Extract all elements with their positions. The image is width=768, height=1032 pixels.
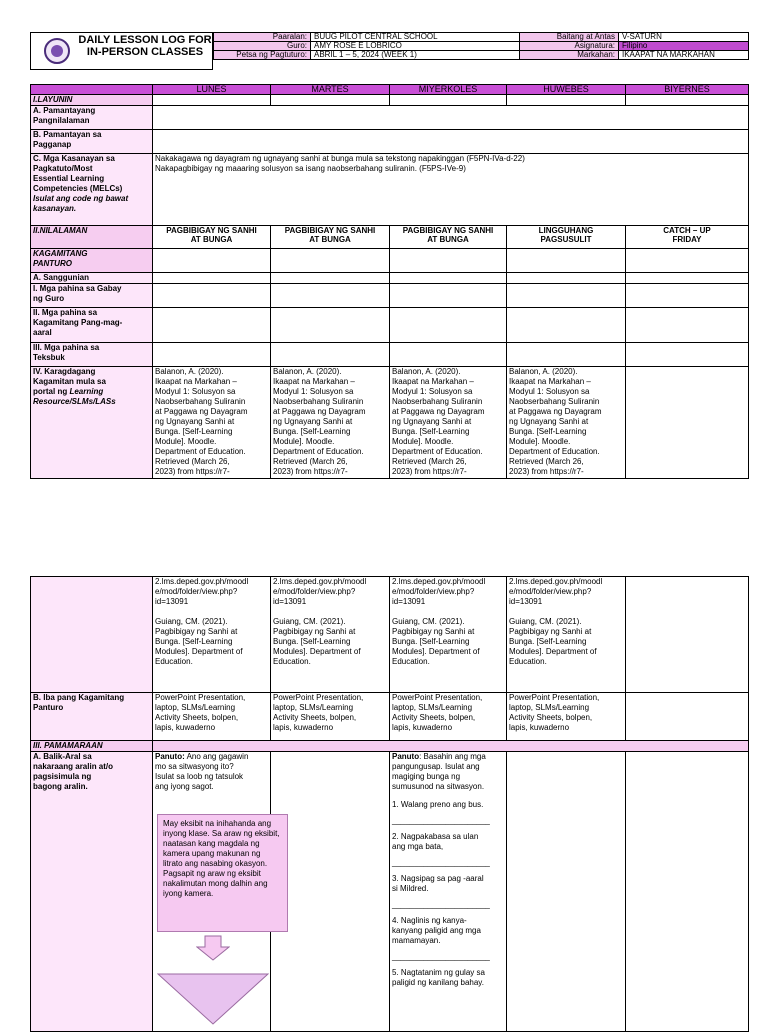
kagamitang-panturo-label: KAGAMITANG PANTURO [31, 249, 153, 273]
title-block [30, 32, 213, 70]
markahan-value: IKAAPAT NA MARKAHAN [619, 51, 749, 60]
situation-note: May eksibit na inihahanda ang inyong klase. Sa araw ng eksibit, naatasan kang magdala ng kamera upang makunan ng litrato ang nasabing okasyon. Pagsapit ng araw ng eksibit nakalimutan mong dalhin ang iyong kamera. [157, 814, 288, 932]
karagdagang-label-italic: Learning Resource/SLMs/LASs [33, 387, 116, 406]
sanggunian-label: A. Sanggunian [31, 273, 153, 284]
balik-aral-miyerkoles [390, 752, 507, 1032]
item-2: 2. Nagpakabasa sa ulan ang mga bata, [392, 832, 479, 851]
panuto-miy-text: : Basahin ang mga pangungusap. Isulat ang magiging bunga ng sumusunod na sitwasyon. [392, 752, 486, 791]
lesson-table-2 [30, 576, 749, 1032]
reference-miyerkoles: Balanon, A. (2020). Ikaapat na Markahan – Modyul 1: Solusyon sa Naobserbahang Suliranin at Paggawa ng Dayagram ng Ugnayang Sanhi at Bunga. [Self-Learning Module]. Moodle. Department of Education. Retrieved (March 26, 2023) from https://r7- [390, 367, 507, 479]
reference-lunes: Balanon, A. (2020). Ikaapat na Markahan – Modyul 1: Solusyon sa Naobserbahang Suliranin at Paggawa ng Dayagram ng Ugnayang Sanhi at Bunga. [Self-Learning Module]. Moodle. Department of Education. Retrieved (March 26, 2023) from https://r7- [153, 367, 271, 479]
blank-line-2: ______________________ [392, 858, 490, 867]
reference-cont-miyerkoles: 2.lms.deped.gov.ph/moodl e/mod/folder/view.php? id=13091 Guiang, CM. (2021). Pagbibigay ng Sanhi at Bunga. [Self-Learning Modules]. Department of Education. [390, 577, 507, 693]
kasanayan-cell [31, 154, 153, 226]
panuto-lunes-text: Ano ang gagawin mo sa sitwasyong ito? Isulat sa loob ng tatsulok ang iyong sagot. [155, 752, 249, 791]
paaralan-value: BUUG PILOT CENTRAL SCHOOL [311, 33, 520, 42]
panuto-miy-label: Panuto [392, 752, 420, 761]
asignatura-label: Asignatura: [520, 42, 619, 51]
nilalaman-label: II.NILALAMAN [31, 226, 153, 249]
reference-cont-martes: 2.lms.deped.gov.ph/moodl e/mod/folder/view.php? id=13091 Guiang, CM. (2021). Pagbibigay ng Sanhi at Bunga. [Self-Learning Modules]. Department of Education. [271, 577, 390, 693]
guro-label: Guro: [214, 42, 311, 51]
kasanayan-text: Nakakagawa ng dayagram ng ugnayang sanhi at bunga mula sa tekstong napakinggan (F5PN-IVa-d-22) Nakapagbibigay ng maaaring solusyon sa isang naobserbahang suliranin. (F5PS-IVe-9) [153, 154, 749, 226]
karagdagang-kagamitan-cell [31, 367, 153, 479]
pamantayang-pangnilalaman-label: A. Pamantayang Pangnilalaman [31, 106, 153, 130]
answer-triangle-icon [157, 973, 269, 1025]
iba-pang-kagamitan-label: B. Iba pang Kagamitang Panturo [31, 693, 153, 741]
item-4: 4. Naglinis ng kanya- kanyang paligid ang mga mamamayan. [392, 916, 481, 945]
nilalaman-miyerkoles: PAGBIBIGAY NG SANHI AT BUNGA [390, 226, 507, 249]
header-info-table [213, 32, 749, 60]
reference-huwebes: Balanon, A. (2020). Ikaapat na Markahan – Modyul 1: Solusyon sa Naobserbahang Suliranin at Paggawa ng Dayagram ng Ugnayang Sanhi at Bunga. [Self-Learning Module]. Moodle. Department of Education. Retrieved (March 26, 2023) from https://r7- [507, 367, 626, 479]
paaralan-label: Paaralan: [214, 33, 311, 42]
day-huwebes: HUWEBES [507, 85, 626, 95]
guro-value: AMY ROSE E LOBRICO [311, 42, 520, 51]
layunin-label: I.LAYUNIN [31, 95, 153, 106]
item-1: 1. Walang preno ang bus. [392, 800, 484, 809]
kagamitang-mag-aaral-label: II. Mga pahina sa Kagamitang Pang-mag- aaral [31, 308, 153, 343]
petsa-label: Petsa ng Pagtuturo: [214, 51, 311, 60]
kasanayan-instruction: Isulat ang code ng bawat kasanayan. [33, 194, 129, 213]
gabay-guro-label: I. Mga pahina sa Gabay ng Guro [31, 284, 153, 308]
reference-cont-lunes: 2.lms.deped.gov.ph/moodl e/mod/folder/view.php? id=13091 Guiang, CM. (2021). Pagbibigay ng Sanhi at Bunga. [Self-Learning Modules]. Department of Education. [153, 577, 271, 693]
lesson-table-1 [30, 84, 749, 479]
baitang-label: Baitang at Antas [520, 33, 619, 42]
item-5: 5. Nagtatanim ng gulay sa paligid ng kanilang bahay. [392, 968, 485, 987]
title-line-1: DAILY LESSON LOG FOR [78, 34, 212, 46]
kasanayan-label: C. Mga Kasanayan sa Pagkatuto/Most Essential Learning Competencies (MELCs) [33, 154, 123, 193]
nilalaman-lunes: PAGBIBIGAY NG SANHI AT BUNGA [153, 226, 271, 249]
page-title [75, 34, 215, 58]
day-martes: MARTES [271, 85, 390, 95]
lesson-log-page-2 [30, 576, 748, 1032]
lesson-log-page-1 [30, 84, 748, 479]
day-miyerkoles: MIYERKOLES [390, 85, 507, 95]
iba-pang-lunes: PowerPoint Presentation, laptop, SLMs/Learning Activity Sheets, bolpen, lapis, kuwaderno [153, 693, 271, 741]
pamantayan-pagganap-label: B. Pamantayan sa Pagganap [31, 130, 153, 154]
balik-aral-label: A. Balik-Aral sa nakaraang aralin at/o pagsisimula ng bagong aralin. [31, 752, 153, 1032]
day-header-row [31, 85, 749, 95]
day-biyernes: BIYERNES [626, 85, 749, 95]
petsa-value: ABRIL 1 – 5, 2024 (WEEK 1) [311, 51, 520, 60]
deped-seal-icon [44, 38, 70, 64]
asignatura-value: Filipino [619, 42, 749, 51]
header [30, 32, 748, 70]
iba-pang-miyerkoles: PowerPoint Presentation, laptop, SLMs/Learning Activity Sheets, bolpen, lapis, kuwaderno [390, 693, 507, 741]
iba-pang-martes: PowerPoint Presentation, laptop, SLMs/Learning Activity Sheets, bolpen, lapis, kuwaderno [271, 693, 390, 741]
baitang-value: V-SATURN [619, 33, 749, 42]
reference-cont-huwebes: 2.lms.deped.gov.ph/moodl e/mod/folder/view.php? id=13091 Guiang, CM. (2021). Pagbibigay ng Sanhi at Bunga. [Self-Learning Modules]. Department of Education. [507, 577, 626, 693]
nilalaman-huwebes: LINGGUHANG PAGSUSULIT [507, 226, 626, 249]
item-3: 3. Nagsipag sa pag -aaral si Mildred. [392, 874, 484, 893]
blank-line-3: ______________________ [392, 900, 490, 909]
panuto-label: Panuto: [155, 752, 185, 761]
nilalaman-biyernes: CATCH – UP FRIDAY [626, 226, 749, 249]
nilalaman-martes: PAGBIBIGAY NG SANHI AT BUNGA [271, 226, 390, 249]
title-line-2: IN-PERSON CLASSES [86, 46, 204, 58]
iba-pang-huwebes: PowerPoint Presentation, laptop, SLMs/Learning Activity Sheets, bolpen, lapis, kuwaderno [507, 693, 626, 741]
down-arrow-icon [196, 935, 230, 961]
pamamaraan-label: III. PAMAMARAAN [31, 741, 153, 752]
blank-line-1: ______________________ [392, 816, 490, 825]
day-lunes: LUNES [153, 85, 271, 95]
reference-martes: Balanon, A. (2020). Ikaapat na Markahan – Modyul 1: Solusyon sa Naobserbahang Suliranin at Paggawa ng Dayagram ng Ugnayang Sanhi at Bunga. [Self-Learning Module]. Moodle. Department of Education. Retrieved (March 26, 2023) from https://r7- [271, 367, 390, 479]
blank-line-4: ______________________ [392, 952, 490, 961]
karagdagang-label: IV. Karagdagang Kagamitan mula sa portal ng [33, 367, 106, 396]
teksbuk-label: III. Mga pahina sa Teksbuk [31, 343, 153, 367]
markahan-label: Markahan: [520, 51, 619, 60]
